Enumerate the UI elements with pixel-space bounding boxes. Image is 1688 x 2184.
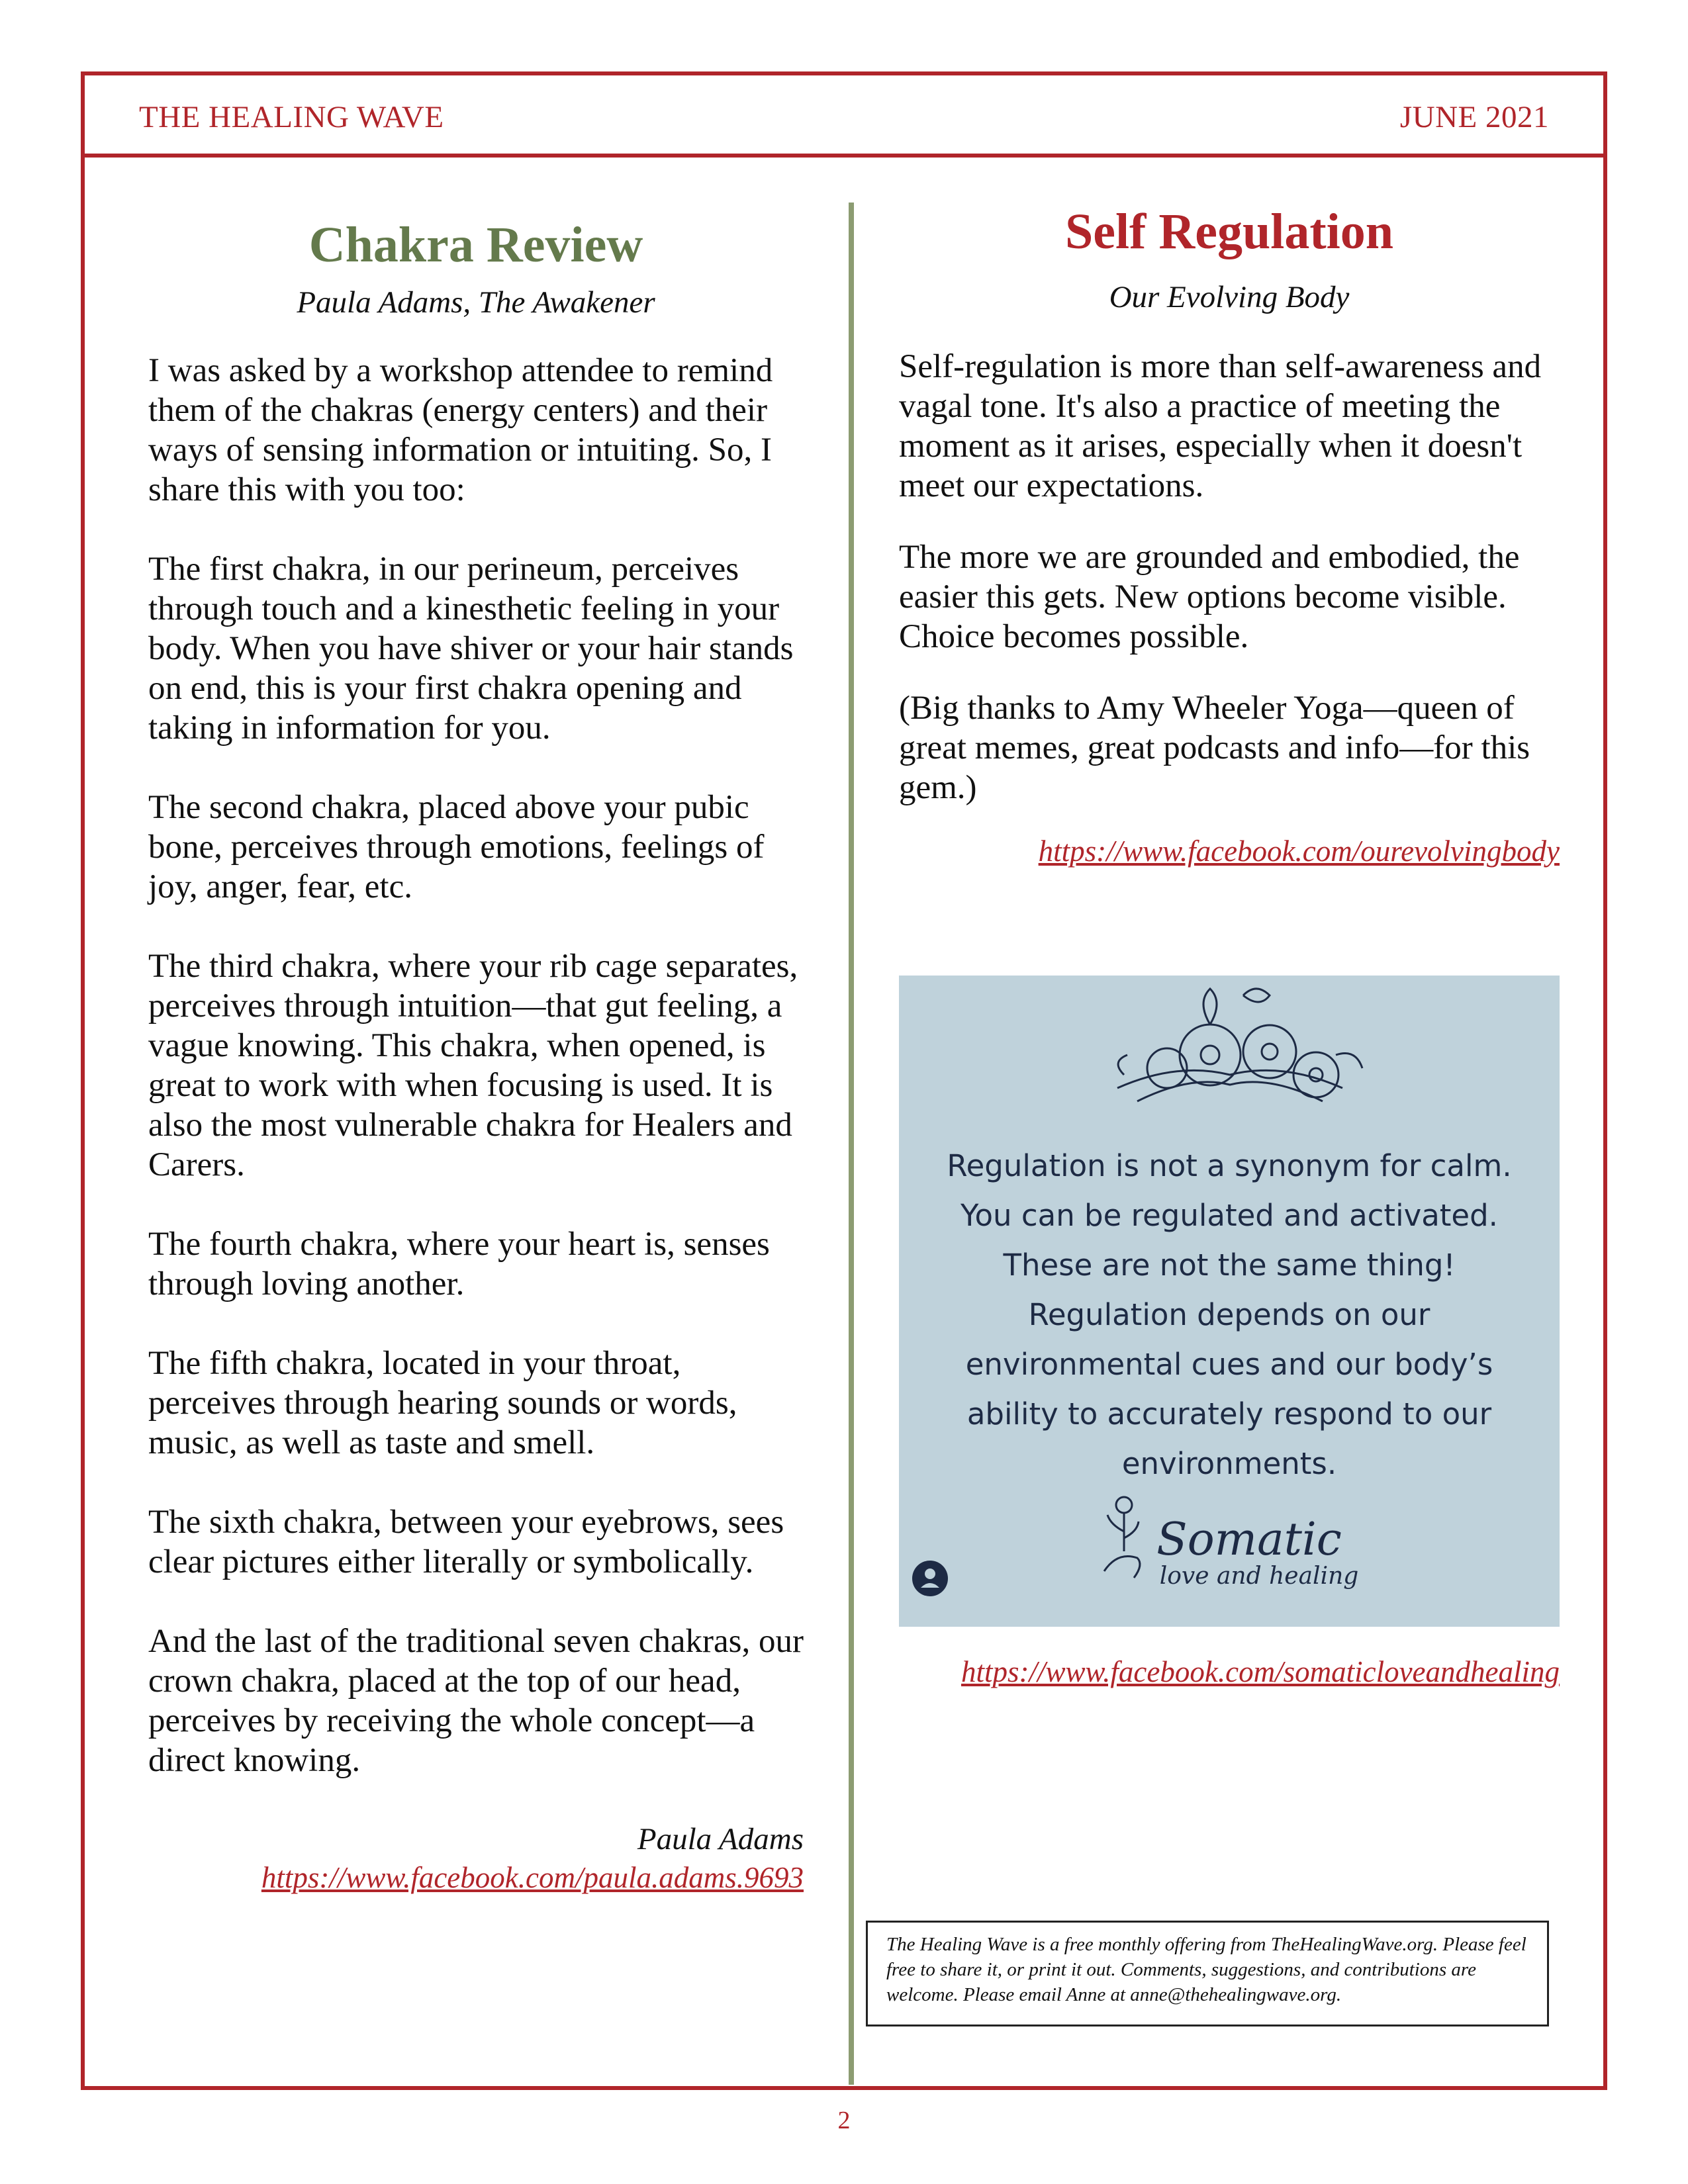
source-link-row bbox=[899, 834, 1560, 868]
paragraph: The fourth chakra, where your heart is, senses through loving another. bbox=[148, 1226, 770, 1302]
paragraph: The fifth chakra, located in your throat, perceives through hearing sounds or words, music, as well as taste and smell. bbox=[148, 1345, 737, 1461]
meme-source-link-row bbox=[899, 1655, 1560, 1689]
issue-date: JUNE 2021 bbox=[1399, 100, 1549, 134]
paragraph: I was asked by a workshop attendee to remind them of the chakras (energy centers) and their ways of sensing information or intuiting. So, I share this with you too: bbox=[148, 352, 773, 508]
self-regulation-article bbox=[899, 199, 1560, 868]
header-rule bbox=[81, 154, 1607, 158]
author-link-row bbox=[148, 1858, 804, 1897]
meme-quote bbox=[899, 1141, 1560, 1488]
somatic-logo-text bbox=[899, 1514, 1560, 1590]
article-byline: Our Evolving Body bbox=[1109, 280, 1350, 314]
article-body bbox=[899, 347, 1560, 807]
paragraph: The third chakra, where your rib cage separates, perceives through intuition—that gut feeling, a vague knowing. This chakra, when opened, is great to work with when focusing is used. It is also the most vulnerable chakra for Healers and Carers. bbox=[148, 948, 798, 1183]
user-icon bbox=[912, 1561, 948, 1596]
quote-line: environmental cues and our body’s bbox=[965, 1347, 1493, 1382]
article-byline: Paula Adams, The Awakener bbox=[297, 285, 655, 320]
quote-line: Regulation is not a synonym for calm. bbox=[947, 1148, 1512, 1183]
quote-line: environments. bbox=[1121, 1446, 1337, 1481]
quote-line: Regulation depends on our bbox=[1028, 1297, 1430, 1332]
paragraph: The first chakra, in our perineum, perceives through touch and a kinesthetic feeling in your body. When you have shiver or your hair stands on end, this is your first chakra opening and taking in information for you. bbox=[148, 551, 794, 747]
chakra-review-article bbox=[148, 212, 804, 1897]
footer-note: The Healing Wave is a free monthly offering from TheHealingWave.org. Please feel free to share it, or print it out. Comments, suggestions, and contributions are welcome. Please email Anne at anne@thehealingwave.org. bbox=[866, 1921, 1549, 2026]
author-signature: Paula Adams bbox=[637, 1822, 804, 1856]
brand-line: love and healing bbox=[1159, 1563, 1359, 1590]
column-divider bbox=[849, 203, 854, 2085]
page-number: 2 bbox=[837, 2107, 851, 2134]
paragraph: And the last of the traditional seven chakras, our crown chakra, placed at the top of our head, perceives by receiving the whole concept—a direct knowing. bbox=[148, 1623, 804, 1779]
article-title: Self Regulation bbox=[1064, 204, 1394, 259]
article-title: Chakra Review bbox=[308, 217, 643, 273]
quote-line: These are not the same thing! bbox=[1003, 1248, 1456, 1283]
paragraph: The second chakra, placed above your pubic bone, perceives through emotions, feelings of joy, anger, fear, etc. bbox=[148, 789, 765, 905]
quote-line: You can be regulated and activated. bbox=[961, 1198, 1498, 1233]
floral-illustration bbox=[899, 976, 1560, 1128]
author-facebook-link[interactable]: https://www.facebook.com/paula.adams.9693 bbox=[261, 1861, 804, 1894]
quote-line: ability to accurately respond to our bbox=[966, 1396, 1492, 1432]
ourevolvingbody-link[interactable]: https://www.facebook.com/ourevolvingbody bbox=[1038, 835, 1560, 868]
paragraph: (Big thanks to Amy Wheeler Yoga—queen of great memes, great podcasts and info—for this gem.) bbox=[899, 690, 1530, 806]
article-body bbox=[148, 351, 804, 1780]
brand-line: Somatic bbox=[1156, 1514, 1342, 1566]
paragraph: The more we are grounded and embodied, the easier this gets. New options become visible. Choice becomes possible. bbox=[899, 539, 1520, 655]
paragraph: Self-regulation is more than self-awareness and vagal tone. It's also a practice of meeting the moment as it arises, especially when it doesn't meet our expectations. bbox=[899, 348, 1542, 504]
paragraph: The sixth chakra, between your eyebrows, sees clear pictures either literally or symbolically. bbox=[148, 1504, 784, 1580]
somaticloveandhealing-link[interactable]: https://www.facebook.com/somaticloveandhealing bbox=[961, 1655, 1560, 1688]
newsletter-name: THE HEALING WAVE bbox=[139, 100, 444, 134]
regulation-meme-image bbox=[899, 976, 1560, 1627]
